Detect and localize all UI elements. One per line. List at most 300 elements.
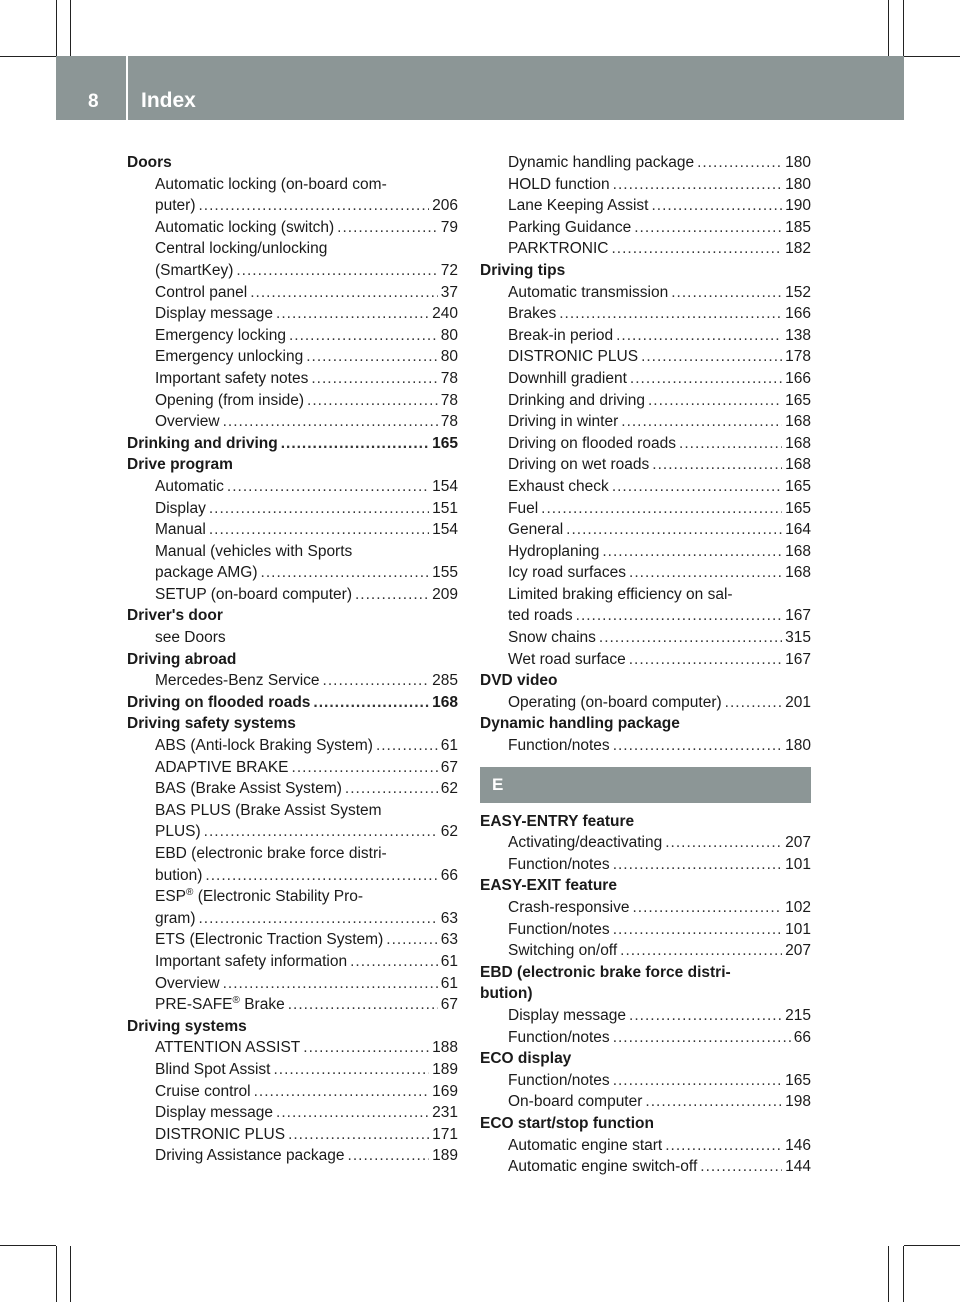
crop-mark <box>888 1246 889 1302</box>
page-ref: 72 <box>440 261 458 279</box>
entry-text: Lane Keeping Assist <box>508 197 649 215</box>
index-entry <box>480 1156 811 1178</box>
page-ref: 206 <box>432 197 458 215</box>
page-ref: 61 <box>440 952 458 970</box>
leader-dots <box>613 735 782 757</box>
leader-dots <box>629 649 782 671</box>
entry-text: EBD (electronic brake force distri- <box>155 845 387 862</box>
crop-mark <box>0 1245 56 1246</box>
entry-text: Icy road surfaces <box>508 564 627 582</box>
entry-text: PRE-SAFE® Brake <box>155 995 285 1014</box>
page-ref: 62 <box>440 823 458 841</box>
entry-text: Mercedes-Benz Service <box>155 672 320 690</box>
entry-text: PLUS) <box>155 823 201 841</box>
page-ref: 67 <box>440 758 458 776</box>
index-entry <box>480 303 811 325</box>
index-entry <box>127 411 458 433</box>
crop-mark <box>888 0 889 56</box>
page-ref: 215 <box>785 1006 811 1024</box>
index-entry <box>127 929 458 951</box>
crop-mark <box>56 1246 57 1302</box>
entry-text: Control panel <box>155 283 248 301</box>
index-heading <box>127 713 458 735</box>
page-ref: 167 <box>785 607 811 625</box>
page-title: Index <box>141 89 196 112</box>
leader-dots <box>292 757 438 779</box>
index-column-right <box>480 152 811 1178</box>
entry-text: EASY-ENTRY feature <box>480 812 635 830</box>
entry-text: ECO display <box>480 1050 572 1068</box>
page-ref: 231 <box>432 1104 458 1122</box>
index-entry <box>480 692 811 714</box>
page-ref: 37 <box>440 283 458 301</box>
index-entry <box>127 757 458 779</box>
index-entry <box>480 346 811 368</box>
entry-text: Display <box>155 499 206 517</box>
index-entry <box>480 584 811 606</box>
leader-dots <box>205 865 437 887</box>
index-entry <box>480 919 811 941</box>
page-ref: 61 <box>440 737 458 755</box>
entry-text: Driving tips <box>480 261 566 279</box>
index-entry <box>480 390 811 412</box>
entry-text: Driver's door <box>127 607 223 625</box>
entry-text: Fuel <box>508 499 539 517</box>
page-ref: 169 <box>432 1082 458 1100</box>
page-ref: 164 <box>785 521 811 539</box>
leader-dots <box>311 368 437 390</box>
entry-text: bution) <box>480 985 533 1003</box>
index-heading <box>480 713 811 735</box>
leader-dots <box>199 195 430 217</box>
index-entry <box>480 940 811 962</box>
entry-text: Drive program <box>127 456 233 474</box>
crop-mark <box>904 1245 960 1246</box>
entry-text: DISTRONIC PLUS <box>508 348 639 366</box>
page-ref: 285 <box>432 672 458 690</box>
entry-text: Automatic locking (on-board com- <box>155 175 387 193</box>
leader-dots <box>273 1059 429 1081</box>
crop-mark <box>0 56 56 57</box>
entry-text: Display message <box>155 1104 274 1122</box>
leader-dots <box>198 908 437 930</box>
entry-text: Driving on flooded roads <box>127 693 311 711</box>
crop-mark <box>904 56 960 57</box>
crop-mark <box>70 1246 71 1302</box>
section-letter: E <box>492 774 504 794</box>
leader-dots <box>223 411 438 433</box>
index-entry <box>127 584 458 606</box>
page-ref: 165 <box>785 391 811 409</box>
index-entry <box>127 1124 458 1146</box>
index-entry <box>127 260 458 282</box>
leader-dots <box>276 1102 429 1124</box>
leader-dots <box>541 498 782 520</box>
index-entry <box>127 498 458 520</box>
page-ref: 78 <box>440 413 458 431</box>
index-entry <box>127 778 458 800</box>
entry-text: Function/notes <box>508 855 610 873</box>
index-column-left <box>127 152 458 1167</box>
index-entry <box>127 1145 458 1167</box>
leader-dots <box>665 1135 782 1157</box>
index-heading <box>127 1016 458 1038</box>
page-ref: 180 <box>785 737 811 755</box>
page-ref: 167 <box>785 650 811 668</box>
page-ref: 101 <box>785 855 811 873</box>
index-entry <box>127 195 458 217</box>
crop-mark <box>56 0 57 56</box>
page-ref: 78 <box>440 369 458 387</box>
entry-text: Function/notes <box>508 1071 610 1089</box>
page-ref: 189 <box>432 1060 458 1078</box>
leader-dots <box>679 433 782 455</box>
leader-dots <box>612 476 782 498</box>
index-entry <box>127 238 458 260</box>
index-entry <box>480 433 811 455</box>
crop-mark <box>903 1246 904 1302</box>
leader-dots <box>632 897 782 919</box>
index-entry <box>480 1027 811 1049</box>
leader-dots <box>376 735 438 757</box>
entry-text: Driving Assistance package <box>155 1147 345 1165</box>
page-ref: 66 <box>440 866 458 884</box>
index-heading <box>480 983 811 1005</box>
entry-text: ABS (Anti-lock Braking System) <box>155 737 373 755</box>
index-entry <box>480 854 811 876</box>
page-ref: 180 <box>785 175 811 193</box>
entry-text: Central locking/unlocking <box>155 240 328 258</box>
leader-dots <box>236 260 437 282</box>
index-heading <box>480 1113 811 1135</box>
leader-dots <box>576 605 782 627</box>
page-ref: 151 <box>432 499 458 517</box>
index-heading <box>127 649 458 671</box>
leader-dots <box>348 1145 430 1167</box>
index-entry <box>127 821 458 843</box>
index-entry <box>480 627 811 649</box>
page-ref: 101 <box>785 920 811 938</box>
leader-dots <box>345 778 438 800</box>
page-ref: 78 <box>440 391 458 409</box>
entry-text: DISTRONIC PLUS <box>155 1125 286 1143</box>
leader-dots <box>254 1081 430 1103</box>
index-entry <box>127 951 458 973</box>
index-entry <box>127 1102 458 1124</box>
leader-dots <box>599 627 782 649</box>
leader-dots <box>648 390 782 412</box>
page-ref: 188 <box>432 1039 458 1057</box>
index-entry <box>127 1059 458 1081</box>
entry-text: Drinking and driving <box>127 434 278 452</box>
page-ref: 209 <box>432 585 458 603</box>
index-entry <box>480 562 811 584</box>
entry-text: Important safety information <box>155 952 348 970</box>
index-heading <box>480 875 811 897</box>
leader-dots <box>559 303 782 325</box>
entry-text: BAS (Brake Assist System) <box>155 780 342 798</box>
index-heading <box>480 670 811 692</box>
entry-text: Dynamic handling package <box>480 715 680 733</box>
index-entry <box>480 282 811 304</box>
page-ref: 146 <box>785 1136 811 1154</box>
entry-text: ADAPTIVE BRAKE <box>155 758 289 776</box>
index-entry <box>127 627 458 649</box>
leader-dots <box>223 973 438 995</box>
index-entry <box>127 346 458 368</box>
page-ref: 168 <box>432 693 458 711</box>
entry-text: puter) <box>155 197 196 215</box>
entry-text: Doors <box>127 154 172 171</box>
index-entry <box>127 886 458 908</box>
index-entry <box>480 649 811 671</box>
page-ref: 138 <box>785 326 811 344</box>
index-entry <box>480 519 811 541</box>
leader-dots <box>620 940 782 962</box>
page-ref: 61 <box>440 974 458 992</box>
entry-text: Snow chains <box>508 629 596 647</box>
leader-dots <box>288 1124 429 1146</box>
entry-text: Cruise control <box>155 1082 251 1100</box>
page-ref: 67 <box>440 996 458 1014</box>
page-ref: 198 <box>785 1093 811 1111</box>
index-entry <box>480 325 811 347</box>
header-divider <box>126 56 128 120</box>
entry-text: Blind Spot Assist <box>155 1060 271 1078</box>
leader-dots <box>645 1091 782 1113</box>
index-entry <box>480 1135 811 1157</box>
entry-text: Automatic transmission <box>508 283 669 301</box>
index-entry <box>480 238 811 260</box>
index-heading <box>127 152 458 174</box>
page-ref: 189 <box>432 1147 458 1165</box>
page-ref: 178 <box>785 348 811 366</box>
page-ref: 63 <box>440 909 458 927</box>
page-ref: 63 <box>440 931 458 949</box>
leader-dots <box>613 174 782 196</box>
index-entry <box>127 282 458 304</box>
leader-dots <box>629 1005 782 1027</box>
index-heading <box>480 811 811 833</box>
crop-mark <box>903 0 904 56</box>
leader-dots <box>651 195 782 217</box>
index-entry <box>127 843 458 865</box>
page-ref: 80 <box>440 348 458 366</box>
index-entry <box>127 1081 458 1103</box>
entry-text: Overview <box>155 413 220 431</box>
page-ref: 180 <box>785 154 811 171</box>
page-ref: 171 <box>432 1125 458 1143</box>
index-heading <box>127 454 458 476</box>
page-ref: 155 <box>432 564 458 582</box>
leader-dots <box>613 854 782 876</box>
entry-text: Automatic engine switch-off <box>508 1158 698 1176</box>
entry-text: ESP® (Electronic Stability Pro- <box>155 887 364 906</box>
index-entry <box>127 174 458 196</box>
entry-text: EASY-EXIT feature <box>480 877 617 895</box>
page-ref: 315 <box>785 629 811 647</box>
index-entry <box>127 670 458 692</box>
entry-text: Automatic <box>155 477 224 495</box>
entry-text: Exhaust check <box>508 477 609 495</box>
entry-text: Emergency unlocking <box>155 348 304 366</box>
entry-text: ECO start/stop function <box>480 1114 654 1132</box>
entry-text: Function/notes <box>508 920 610 938</box>
leader-dots <box>209 519 429 541</box>
index-entry <box>127 519 458 541</box>
page-ref: 168 <box>785 413 811 431</box>
index-entry <box>127 735 458 757</box>
page-ref: 79 <box>440 218 458 236</box>
page-ref: 168 <box>785 456 811 474</box>
entry-text: Hydroplaning <box>508 542 600 560</box>
leader-dots <box>289 325 438 347</box>
leader-dots <box>313 692 429 714</box>
leader-dots <box>629 562 782 584</box>
entry-text: Emergency locking <box>155 326 286 344</box>
entry-text: Driving on flooded roads <box>508 434 677 452</box>
entry-text: Function/notes <box>508 1028 610 1046</box>
page-ref: 207 <box>785 834 811 852</box>
leader-dots <box>602 541 782 563</box>
entry-text: BAS PLUS (Brake Assist System <box>155 801 382 819</box>
index-entry <box>127 303 458 325</box>
leader-dots <box>630 368 782 390</box>
index-entry <box>127 217 458 239</box>
entry-text: Brakes <box>508 305 557 323</box>
leader-dots <box>700 1156 782 1178</box>
index-heading <box>480 962 811 984</box>
section-header <box>480 767 811 803</box>
leader-dots <box>386 929 437 951</box>
entry-text: package AMG) <box>155 564 258 582</box>
leader-dots <box>323 670 430 692</box>
entry-text: Driving abroad <box>127 650 237 668</box>
index-entry <box>127 908 458 930</box>
entry-text: Limited braking efficiency on sal- <box>508 585 733 603</box>
leader-dots <box>306 346 438 368</box>
page-ref: 62 <box>440 780 458 798</box>
entry-text: ATTENTION ASSIST <box>155 1039 301 1057</box>
entry-text: Opening (from inside) <box>155 391 305 409</box>
page-ref: 165 <box>785 499 811 517</box>
index-entry <box>480 454 811 476</box>
page-ref: 201 <box>785 693 811 711</box>
index-entry <box>480 1091 811 1113</box>
page-ref: 207 <box>785 942 811 960</box>
leader-dots <box>204 821 438 843</box>
page-ref: 168 <box>785 542 811 560</box>
index-entry <box>480 195 811 217</box>
index-entry <box>127 865 458 887</box>
entry-text: Driving on wet roads <box>508 456 650 474</box>
leader-dots <box>697 152 782 174</box>
page-ref: 102 <box>785 899 811 916</box>
page-number: 8 <box>88 91 99 112</box>
index-entry <box>480 897 811 919</box>
leader-dots <box>634 217 782 239</box>
index-heading <box>480 260 811 282</box>
entry-text: Driving systems <box>127 1017 247 1035</box>
index-entry <box>127 562 458 584</box>
entry-text: Automatic engine start <box>508 1136 663 1154</box>
leader-dots <box>337 217 438 239</box>
leader-dots <box>613 1027 791 1049</box>
index-entry <box>480 541 811 563</box>
index-heading <box>127 605 458 627</box>
entry-text: Manual (vehicles with Sports <box>155 542 353 560</box>
entry-text: Dynamic handling package <box>508 154 695 171</box>
index-entry <box>480 735 811 757</box>
leader-dots <box>209 498 429 520</box>
entry-text: Activating/deactivating <box>508 834 663 852</box>
entry-text: DVD video <box>480 672 558 690</box>
page-ref: 165 <box>785 1071 811 1089</box>
index-entry <box>480 411 811 433</box>
entry-text: Display message <box>508 1006 627 1024</box>
index-entry <box>480 476 811 498</box>
page-ref: 165 <box>785 477 811 495</box>
entry-text: Operating (on-board computer) <box>508 693 722 711</box>
leader-dots <box>227 476 429 498</box>
leader-dots <box>613 919 782 941</box>
entry-text: SETUP (on-board computer) <box>155 585 352 603</box>
leader-dots <box>566 519 782 541</box>
page-ref: 166 <box>785 369 811 387</box>
leader-dots <box>261 562 430 584</box>
leader-dots <box>281 433 429 455</box>
entry-text: HOLD function <box>508 175 610 193</box>
index-entry <box>480 1005 811 1027</box>
index-heading <box>127 692 458 714</box>
index-entry <box>480 605 811 627</box>
index-entry <box>127 325 458 347</box>
index-entry <box>127 541 458 563</box>
entry-text: PARKTRONIC <box>508 240 609 258</box>
index-entry <box>480 832 811 854</box>
leader-dots <box>611 238 782 260</box>
page-ref: 80 <box>440 326 458 344</box>
entry-text: Display message <box>155 305 274 323</box>
entry-text: Overview <box>155 974 220 992</box>
entry-text: Automatic locking (switch) <box>155 218 335 236</box>
entry-text: Drinking and driving <box>508 391 645 409</box>
entry-text: Crash-responsive <box>508 899 630 916</box>
index-entry <box>127 390 458 412</box>
page-ref: 152 <box>785 283 811 301</box>
index-heading <box>127 433 458 455</box>
leader-dots <box>307 390 438 412</box>
index-entry <box>127 1037 458 1059</box>
entry-text: Downhill gradient <box>508 369 627 387</box>
index-entry <box>480 174 811 196</box>
index-entry <box>127 368 458 390</box>
entry-text: On-board computer <box>508 1093 643 1111</box>
index-entry <box>127 994 458 1016</box>
index-entry <box>127 476 458 498</box>
leader-dots <box>288 994 438 1016</box>
index-entry <box>480 1070 811 1092</box>
entry-text: (SmartKey) <box>155 261 234 279</box>
entry-text: General <box>508 521 564 539</box>
entry-text: ted roads <box>508 607 573 625</box>
page-ref: 144 <box>785 1158 811 1176</box>
page-ref: 240 <box>432 305 458 323</box>
leader-dots <box>652 454 782 476</box>
page-ref: 168 <box>785 434 811 452</box>
index-entry <box>480 498 811 520</box>
page-ref: 165 <box>432 434 458 452</box>
